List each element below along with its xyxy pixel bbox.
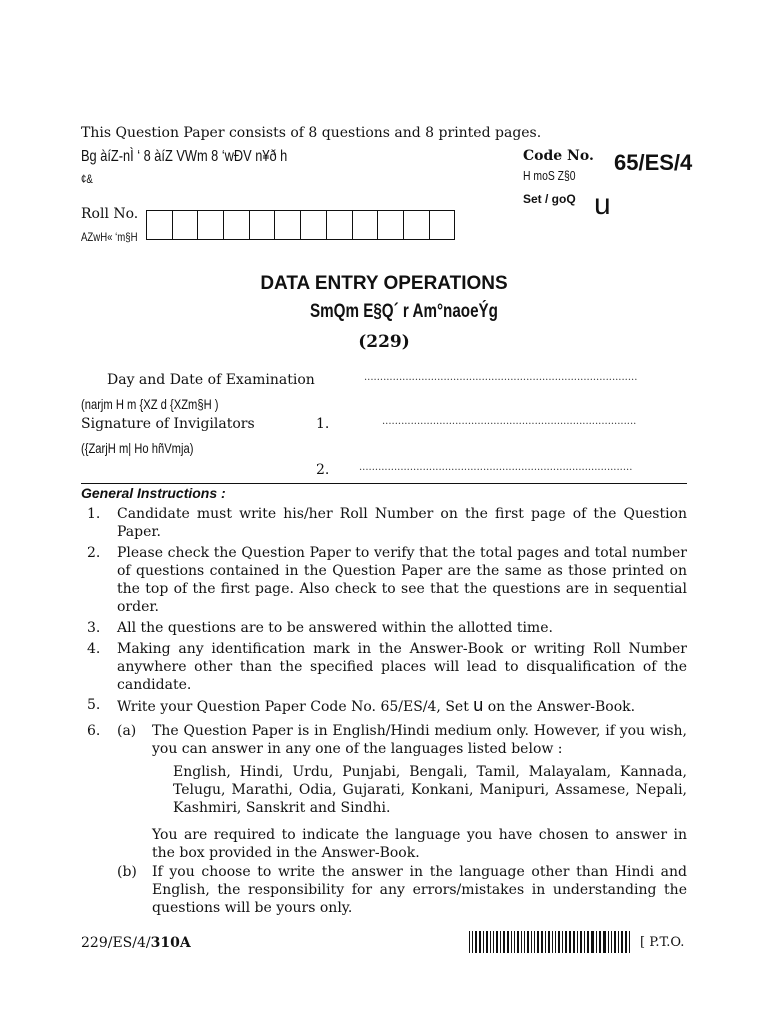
subject-title-hindi: SmQm E§Q´ r Am°naoeÝg <box>310 301 498 322</box>
roll-number-box[interactable] <box>378 211 404 239</box>
pages-info: This Question Paper consists of 8 questions and 8 printed pages. <box>81 125 542 141</box>
signature-number-2: 2. <box>316 462 330 478</box>
instruction-number: 5. <box>87 697 101 713</box>
barcode-bar <box>629 931 630 953</box>
subject-code: (229) <box>358 332 410 352</box>
instruction-item <box>81 722 687 862</box>
barcode-bar <box>599 931 601 953</box>
barcode-bar <box>591 931 594 953</box>
barcode-bar <box>527 931 529 953</box>
instruction-text-after: on the Answer-Book. <box>483 699 636 715</box>
pages-info-hindi-cont: ¢& <box>81 172 93 186</box>
barcode-bar <box>608 931 609 953</box>
roll-number-box[interactable] <box>275 211 301 239</box>
invigilator-signature-label: Signature of Invigilators <box>81 416 255 432</box>
instructions-heading: General Instructions : <box>81 485 226 501</box>
instruction-item <box>81 505 687 541</box>
barcode-bar <box>524 931 525 953</box>
instruction-number: 1. <box>87 506 101 522</box>
pto-label: [ P.T.O. <box>640 935 685 950</box>
set-value-inline: u <box>473 695 484 715</box>
barcode-bar <box>584 931 585 953</box>
instruction-item <box>81 863 687 917</box>
barcode-bar <box>625 931 627 953</box>
barcode-bar <box>537 931 539 953</box>
instruction-6a-text: The Question Paper is in English/Hindi medium only. However, if you wish, you can answer in any one of the languages listed below : <box>152 723 687 757</box>
roll-number-box[interactable] <box>147 211 173 239</box>
barcode-bar <box>611 931 612 953</box>
barcode-bar <box>511 931 512 953</box>
invigilator-signature-label-hindi: ({ZarjH m| Ho hñVmja) <box>81 440 194 456</box>
barcode-icon <box>469 931 633 953</box>
barcode-bar <box>558 931 560 953</box>
barcode-bar <box>565 931 567 953</box>
code-value: 65/ES/4 <box>614 150 693 175</box>
barcode-bar <box>521 931 522 953</box>
instruction-text-before: Write your Question Paper Code No. 65/ES/4, Set <box>117 699 474 715</box>
barcode-bar <box>486 931 488 953</box>
subject-title: DATA ENTRY OPERATIONS <box>260 273 508 294</box>
barcode-bar <box>562 931 563 953</box>
sub-label-b: (b) <box>117 864 137 880</box>
roll-number-boxes[interactable] <box>146 210 455 240</box>
pages-info-hindi: Bg àíZ-nÌ ‘ 8 àíZ VWm 8 ‘wÐV n¥ð h <box>81 148 288 165</box>
code-label-hindi: H moS Z§0 <box>523 168 576 183</box>
set-label: Set / goQ <box>523 192 576 206</box>
roll-number-box[interactable] <box>353 211 379 239</box>
instruction-number: 4. <box>87 641 101 657</box>
barcode-bar <box>596 931 597 953</box>
barcode-bar <box>472 931 473 953</box>
instruction-text: Making any identification mark in the Answer-Book or writing Roll Number anywhere other than the specified places will lead to disqualification of the candidate. <box>117 641 687 693</box>
barcode-bar <box>577 931 578 953</box>
roll-label: Roll No. <box>81 206 139 222</box>
barcode-bar <box>555 931 556 953</box>
barcode-bar <box>569 931 571 953</box>
instruction-number: 6. <box>87 723 101 739</box>
barcode-bar <box>500 931 501 953</box>
signature-number-1: 1. <box>316 416 330 432</box>
barcode-bar <box>469 931 470 953</box>
barcode-bar <box>621 931 623 953</box>
instruction-number: 3. <box>87 620 101 636</box>
roll-number-box[interactable] <box>301 211 327 239</box>
barcode-bar <box>587 931 589 953</box>
barcode-bar <box>507 931 509 953</box>
barcode-bar <box>545 931 546 953</box>
barcode-bar <box>618 931 619 953</box>
instruction-item <box>81 619 687 637</box>
barcode-bar <box>503 931 505 953</box>
barcode-bar <box>573 931 575 953</box>
language-list: English, Hindi, Urdu, Punjabi, Bengali, Tamil, Malayalam, Kannada, Telugu, Marathi, Odia, Gujarati, Konkani, Manipuri, Assamese, Nepali, Kashmiri, Sanskrit and Sindhi. <box>173 764 687 816</box>
barcode-bar <box>475 931 477 953</box>
paper-code-footer <box>81 935 191 951</box>
roll-number-box[interactable] <box>198 211 224 239</box>
barcode-bar <box>531 931 532 953</box>
barcode-bar <box>552 931 553 953</box>
instruction-item <box>81 544 687 616</box>
roll-number-box[interactable] <box>404 211 430 239</box>
barcode-bar <box>614 931 616 953</box>
signature-field-2[interactable]: ...................................................................................... <box>359 462 633 473</box>
barcode-bar <box>496 931 498 953</box>
roll-label-hindi: AZwH« ‘m§H <box>81 230 138 244</box>
roll-number-box[interactable] <box>327 211 353 239</box>
roll-number-box[interactable] <box>250 211 276 239</box>
barcode-bar <box>534 931 535 953</box>
sub-label-a: (a) <box>117 723 137 739</box>
roll-number-box[interactable] <box>173 211 199 239</box>
barcode-bar <box>490 931 491 953</box>
exam-date-label-hindi: (narjm H m {XZ d {XZm§H ) <box>81 396 219 412</box>
instruction-item <box>81 640 687 694</box>
exam-date-label: Day and Date of Examination <box>107 372 315 388</box>
roll-number-box[interactable] <box>224 211 250 239</box>
exam-date-field[interactable]: ...................................................................................... <box>364 372 638 383</box>
instruction-text: All the questions are to be answered within the allotted time. <box>117 620 553 636</box>
instruction-6b-text: If you choose to write the answer in the language other than Hindi and English, the responsibility for any errors/mistakes in understanding the questions will be yours only. <box>152 864 687 916</box>
instruction-item <box>81 696 687 716</box>
code-label: Code No. <box>523 148 594 164</box>
barcode-bar <box>541 931 543 953</box>
instruction-text: Candidate must write his/her Roll Number on the first page of the Question Paper. <box>117 506 687 540</box>
barcode-bar <box>483 931 484 953</box>
signature-field-1[interactable]: ................................................................................ <box>382 416 637 427</box>
barcode-bar <box>479 931 481 953</box>
barcode-bar <box>603 931 606 953</box>
instruction-text: Please check the Question Paper to verify that the total pages and total number of questions contained in the Question Paper are the same as those printed on the top of the first page. Also check to see that the questions are in sequential order. <box>117 545 687 615</box>
roll-number-box[interactable] <box>430 211 456 239</box>
barcode-bar <box>580 931 582 953</box>
instruction-text <box>117 696 687 716</box>
barcode-bar <box>517 931 519 953</box>
set-value: u <box>594 188 611 221</box>
instruction-6a-note: You are required to indicate the language you have chosen to answer in the box provided in the Answer-Book. <box>152 827 687 861</box>
barcode-bar <box>548 931 550 953</box>
barcode-bar <box>514 931 515 953</box>
instruction-number: 2. <box>87 545 101 561</box>
paper-code-prefix: 229/ES/4/ <box>81 935 151 951</box>
divider <box>81 483 687 484</box>
barcode-bar <box>493 931 494 953</box>
paper-code-bold: 310A <box>150 935 191 951</box>
